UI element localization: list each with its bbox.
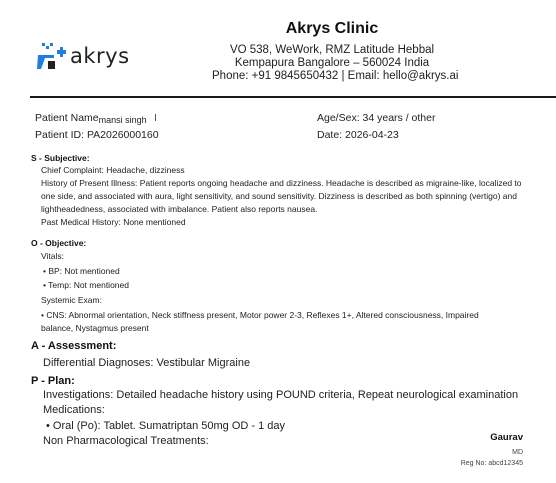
vitals-label: Vitals:	[41, 251, 64, 261]
akrys-logo-icon	[36, 41, 66, 71]
subjective-heading: S - Subjective:	[31, 153, 90, 163]
medications-label: Medications:	[43, 404, 105, 416]
objective-heading: O - Objective:	[31, 238, 87, 248]
medication-item: • Oral (Po): Tablet. Sumatriptan 50mg OD - 1 day	[46, 420, 286, 432]
clinic-address-line2: Kempapura Bangalore – 560024 India	[234, 57, 430, 69]
clinic-address-line1: VO 538, WeWork, RMZ Latitude Hebbal	[229, 44, 435, 56]
doctor-name: Gaurav	[490, 432, 523, 443]
patient-name-label: Patient Name	[35, 112, 99, 124]
clinic-contact: Phone: +91 9845650432 | Email: hello@akrys.ai	[212, 70, 459, 82]
investigations: Investigations: Detailed headache history using POUND criteria, Repeat neurological examination	[43, 389, 519, 401]
text-cursor	[155, 114, 156, 121]
chief-complaint: Chief Complaint: Headache, dizziness	[41, 165, 185, 175]
non-pharmacological-treatments: Non Pharmacological Treatments:	[43, 435, 209, 447]
past-medical-history: Past Medical History: None mentioned	[41, 217, 186, 227]
vital-temp: • Temp: Not mentioned	[43, 280, 129, 290]
differential-diagnoses: Differential Diagnoses: Vestibular Migraine	[43, 357, 251, 369]
clinic-name: Akrys Clinic	[285, 20, 379, 37]
header-divider	[30, 96, 556, 98]
visit-date: Date: 2026-04-23	[317, 129, 399, 141]
doctor-degree: MD	[512, 449, 523, 456]
patient-name	[35, 112, 156, 125]
patient-id: Patient ID: PA2026000160	[35, 129, 159, 141]
systemic-exam-label: Systemic Exam:	[41, 295, 102, 305]
cns-findings: • CNS: Abnormal orientation, Neck stiffness present, Motor power 2-3, Reflexes 1+, Altered consciousness, Impaired balance, Nystagmus present	[41, 310, 479, 333]
plan-heading: P - Plan:	[31, 375, 75, 387]
doctor-reg-no: Reg No: abcd12345	[460, 460, 523, 467]
patient-age-sex: Age/Sex: 34 years / other	[317, 112, 436, 124]
vital-bp: • BP: Not mentioned	[43, 266, 120, 276]
clinic-header	[212, 20, 459, 83]
assessment-heading: A - Assessment:	[31, 340, 117, 352]
akrys-logo	[36, 41, 136, 75]
logo-wordmark: akrys	[70, 44, 130, 68]
history-present-illness: History of Present Illness: Patient reports ongoing headache and dizziness. Headache is described as migraine-like, localized to one side, and associated with aura, light sensitivity, and sound sensitivity. Dizziness is described as both spinning (vertigo) and lightheadedness, associated with imbalance. Patient also reports nausea.	[41, 178, 522, 214]
patient-name-value: mansi singh	[98, 115, 147, 125]
